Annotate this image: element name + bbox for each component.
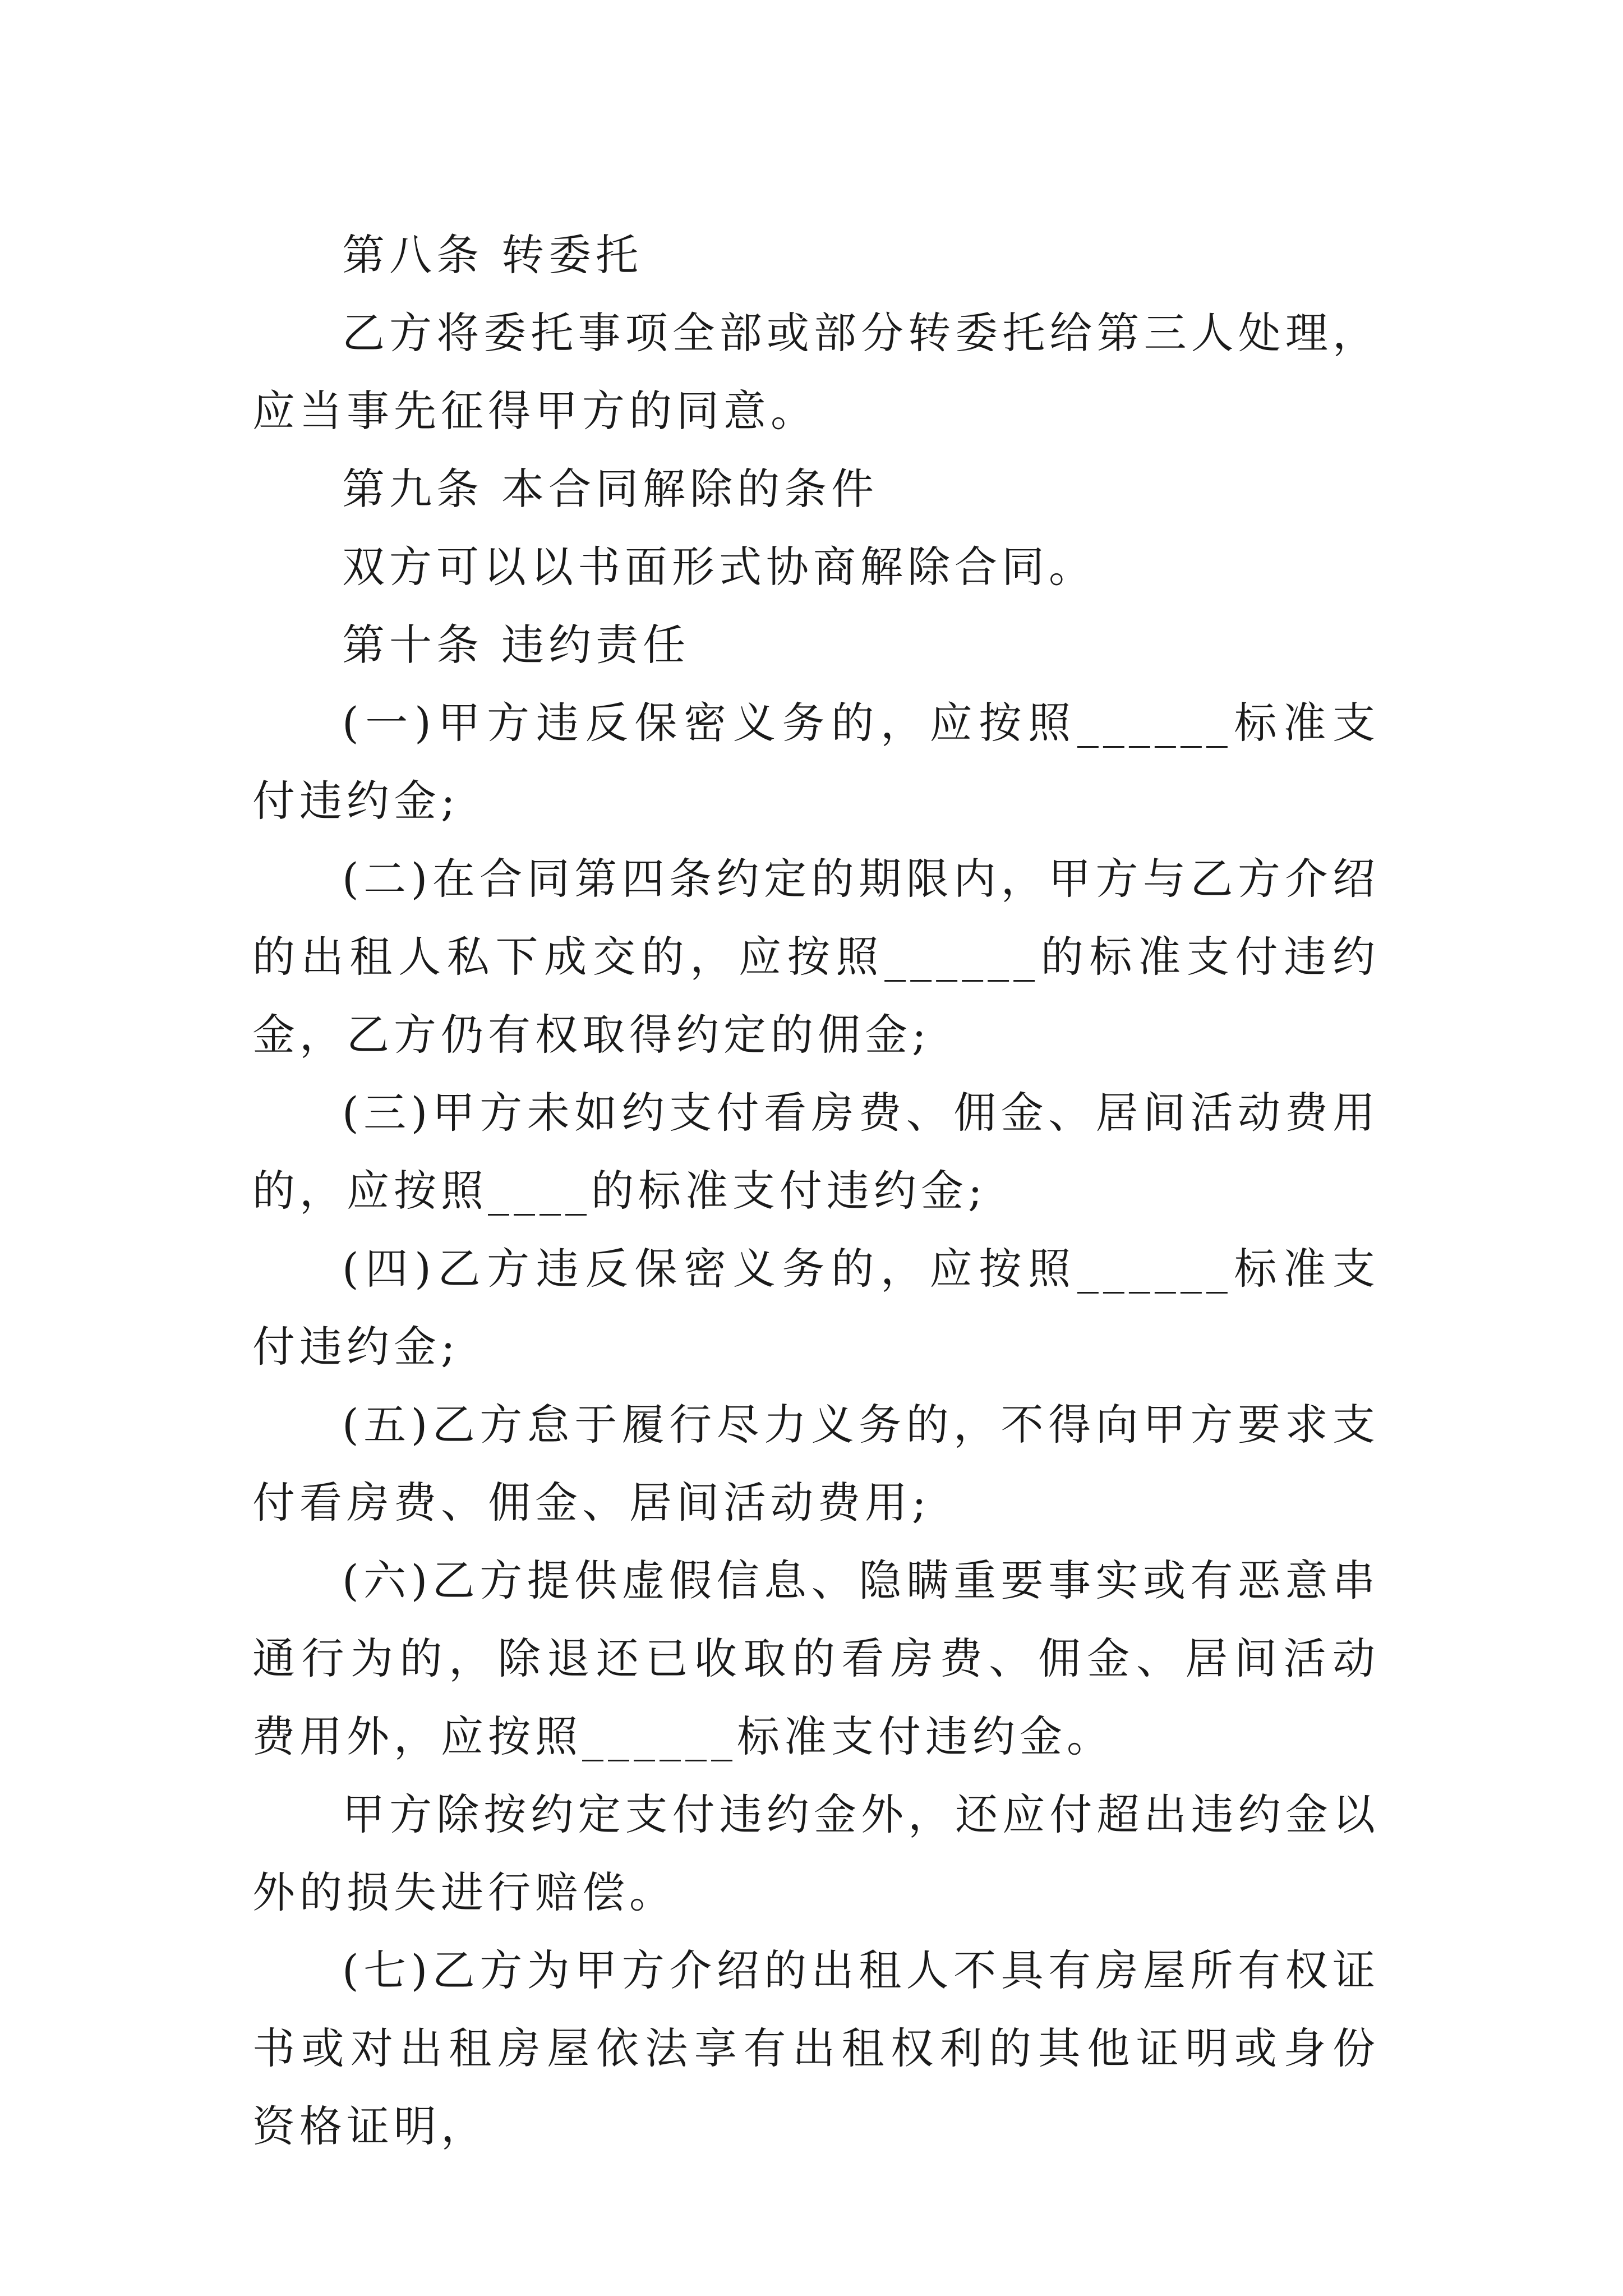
article-8-text: 乙方将委托事项全部或部分转委托给第三人处理，应当事先征得甲方的同意。 — [252, 308, 1380, 436]
article-9-text: 双方可以以书面形式协商解除合同。 — [342, 542, 1096, 592]
clause-1: (一)甲方违反保密义务的，应按照______标准支付违约金; — [252, 698, 1380, 826]
article-9-heading: 第九条 本合同解除的条件 — [342, 464, 879, 514]
clause-2: (二)在合同第四条约定的期限内，甲方与乙方介绍的出租人私下成交的，应按照______的标准支付违约金，乙方仍有权取得约定的佣金; — [252, 854, 1380, 1060]
clause-7: (七)乙方为甲方介绍的出租人不具有房屋所有权证书或对出租房屋依法享有出租权利的其他证明或身份资格证明， — [252, 1945, 1380, 2151]
clause-6: (六)乙方提供虚假信息、隐瞒重要事实或有恶意串通行为的，除退还已收取的看房费、佣金、居间活动费用外，应按照______标准支付违约金。 — [252, 1556, 1380, 1761]
clause-4: (四)乙方违反保密义务的，应按照______标准支付违约金; — [252, 1244, 1380, 1372]
article-8-heading: 第八条 转委托 — [342, 230, 643, 280]
clause-3: (三)甲方未如约支付看房费、佣金、居间活动费用的，应按照____的标准支付违约金; — [252, 1088, 1380, 1216]
document-body — [252, 216, 1380, 2165]
clause-5: (五)乙方怠于履行尽力义务的，不得向甲方要求支付看房费、佣金、居间活动费用; — [252, 1400, 1380, 1527]
compensation-text: 甲方除按约定支付违约金外，还应付超出违约金以外的损失进行赔偿。 — [252, 1789, 1380, 1917]
article-10-heading: 第十条 违约责任 — [342, 620, 690, 670]
